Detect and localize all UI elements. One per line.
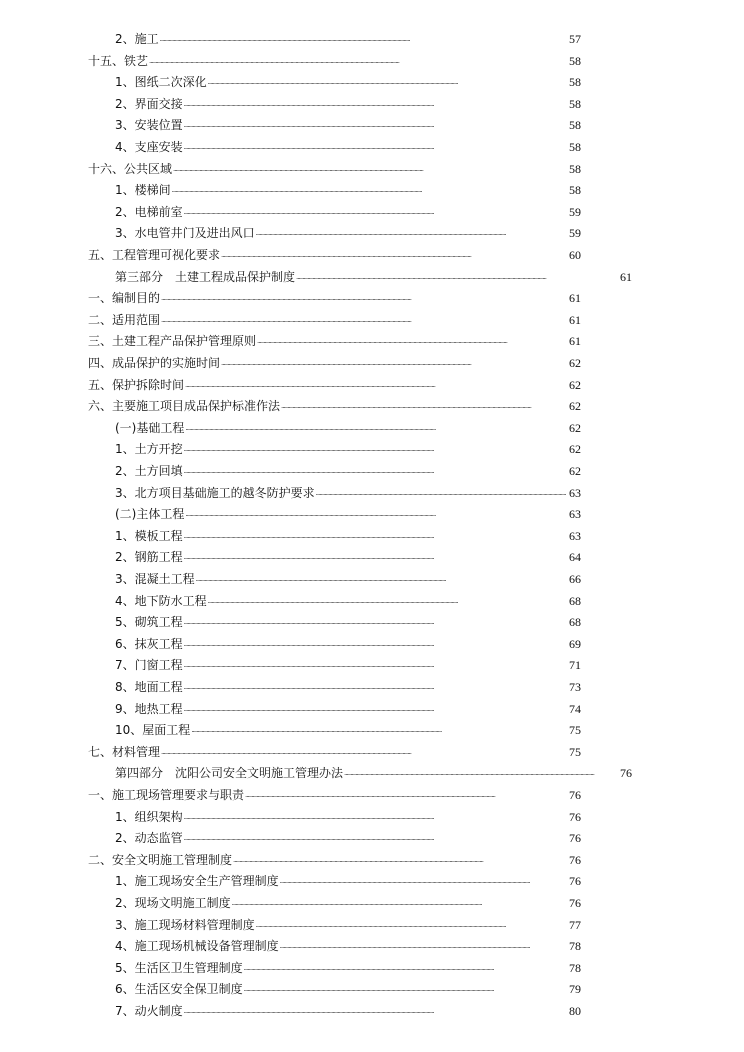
dot-leader: [184, 464, 568, 478]
toc-entry-page-number: 77: [569, 917, 581, 932]
dot-leader: [161, 745, 568, 759]
toc-entry[interactable]: [88, 393, 581, 413]
toc-entry[interactable]: [88, 350, 581, 370]
toc-entry[interactable]: [115, 890, 581, 910]
toc-entry-label: 4、支座安装: [115, 140, 183, 154]
toc-entry-label: 3、北方项目基础施工的越冬防护要求: [115, 485, 315, 500]
toc-entry-label: 第四部分 沈阳公司安全文明施工管理办法: [115, 766, 344, 781]
toc-entry-label: 1、模板工程: [115, 528, 183, 543]
toc-entry-page-number: 62: [569, 377, 581, 392]
toc-entry[interactable]: [115, 760, 632, 780]
toc-entry-page-number: 76: [569, 852, 581, 867]
toc-entry-page-number: 76: [620, 766, 632, 781]
dot-leader: [184, 658, 568, 672]
dot-leader: [184, 118, 568, 132]
dot-leader: [208, 75, 568, 89]
toc-entry[interactable]: [115, 264, 632, 284]
dot-leader: [149, 54, 568, 68]
toc-entry-page-number: 63: [569, 528, 581, 543]
dot-leader: [184, 702, 568, 716]
dot-leader: [184, 810, 568, 824]
toc-entry[interactable]: [115, 976, 581, 996]
toc-entry-page-number: 58: [569, 118, 581, 133]
dot-leader: [232, 896, 568, 910]
toc-entry-page-number: 61: [569, 291, 581, 306]
toc-entry-label: 二、适用范围: [88, 312, 161, 327]
toc-entry[interactable]: [115, 177, 581, 197]
toc-entry-label: 3、水电管井门及进出风口: [115, 226, 255, 241]
toc-entry-label: 1、土方开挖: [115, 442, 183, 457]
toc-entry-page-number: 71: [569, 658, 581, 673]
toc-entry-page-number: 76: [569, 809, 581, 824]
dot-leader: [196, 572, 568, 586]
toc-entry[interactable]: [115, 134, 581, 154]
toc-entry[interactable]: [115, 458, 581, 478]
toc-entry-page-number: 58: [569, 53, 581, 68]
toc-entry-page-number: 76: [569, 788, 581, 802]
toc-entry[interactable]: [115, 199, 581, 219]
toc-entry-label: 2、钢筋工程: [115, 550, 183, 565]
toc-entry-label: 五、工程管理可视化要求: [88, 248, 221, 262]
dot-leader: [281, 399, 568, 413]
toc-entry[interactable]: [115, 220, 581, 240]
toc-entry-page-number: 74: [569, 701, 581, 716]
dot-leader: [173, 162, 568, 176]
dot-leader: [316, 486, 568, 500]
toc-entry[interactable]: [115, 998, 581, 1018]
toc-entry-page-number: 58: [569, 96, 581, 111]
toc-entry[interactable]: [115, 544, 581, 564]
toc-entry-page-number: 76: [569, 831, 581, 846]
toc-entry-page-number: 60: [569, 248, 581, 262]
toc-entry[interactable]: [115, 912, 581, 932]
toc-entry-label: (一)基础工程: [115, 420, 185, 435]
toc-entry[interactable]: [115, 26, 581, 46]
dot-leader: [208, 594, 568, 608]
dot-leader: [184, 529, 568, 543]
dot-leader: [185, 507, 568, 521]
toc-entry[interactable]: [115, 631, 581, 651]
toc-entry-page-number: 59: [569, 226, 581, 241]
toc-entry-label: 二、安全文明施工管理制度: [88, 852, 233, 867]
dot-leader: [244, 961, 568, 975]
toc-entry-label: 4、地下防水工程: [115, 593, 207, 608]
toc-entry-page-number: 75: [569, 723, 581, 738]
toc-entry-page-number: 66: [569, 572, 581, 586]
toc-entry[interactable]: [88, 307, 581, 327]
toc-entry[interactable]: [88, 285, 581, 305]
dot-leader: [191, 723, 568, 737]
toc-entry-page-number: 64: [569, 550, 581, 565]
dot-leader: [161, 313, 568, 327]
dot-leader: [184, 442, 568, 456]
toc-entry-page-number: 80: [569, 1004, 581, 1018]
toc-entry[interactable]: [115, 609, 581, 629]
toc-entry[interactable]: [115, 523, 581, 543]
dot-leader: [296, 270, 619, 284]
toc-entry-label: 6、抹灰工程: [115, 636, 183, 651]
toc-entry-page-number: 62: [569, 399, 581, 414]
dot-leader: [233, 853, 568, 867]
toc-entry[interactable]: [115, 436, 581, 456]
dot-leader: [185, 421, 568, 435]
dot-leader: [172, 183, 568, 197]
dot-leader: [184, 615, 568, 629]
dot-leader: [256, 918, 568, 932]
toc-entry[interactable]: [88, 782, 581, 802]
toc-entry-page-number: 58: [569, 75, 581, 90]
toc-entry-label: 四、成品保护的实施时间: [88, 356, 221, 370]
toc-entry-label: 1、组织架构: [115, 809, 183, 824]
toc-entry[interactable]: [115, 480, 581, 500]
toc-entry[interactable]: [115, 112, 581, 132]
toc-entry-label: 三、土建工程产品保护管理原则: [88, 334, 257, 349]
toc-entry-page-number: 58: [569, 183, 581, 198]
toc-entry-label: 9、地热工程: [115, 701, 183, 716]
toc-entry-page-number: 69: [569, 636, 581, 651]
toc-entry[interactable]: [115, 69, 581, 89]
toc-entry[interactable]: [115, 501, 581, 521]
toc-entry-page-number: 61: [569, 334, 581, 349]
toc-entry-label: 3、混凝土工程: [115, 572, 195, 586]
toc-entry[interactable]: [115, 825, 581, 845]
toc-entry[interactable]: [88, 739, 581, 759]
toc-entry[interactable]: [88, 156, 581, 176]
dot-leader: [245, 788, 568, 802]
toc-entry-page-number: 78: [569, 939, 581, 954]
dot-leader: [161, 291, 568, 305]
toc-entry-label: 七、材料管理: [88, 744, 161, 759]
dot-leader: [244, 982, 568, 996]
toc-entry-label: 1、楼梯间: [115, 183, 171, 198]
toc-entry[interactable]: [115, 717, 581, 737]
toc-entry-page-number: 62: [569, 356, 581, 370]
toc-entry[interactable]: [115, 91, 581, 111]
toc-entry[interactable]: [115, 868, 581, 888]
dot-leader: [221, 356, 568, 370]
toc-entry[interactable]: [115, 933, 581, 953]
dot-leader: [221, 248, 568, 262]
toc-entry-page-number: 63: [569, 485, 581, 500]
toc-entry[interactable]: [115, 955, 581, 975]
toc-entry[interactable]: [115, 652, 581, 672]
toc-entry[interactable]: [88, 328, 581, 348]
toc-entry-label: 7、门窗工程: [115, 658, 183, 673]
toc-entry-page-number: 59: [569, 204, 581, 219]
dot-leader: [256, 226, 568, 240]
toc-entry-page-number: 61: [569, 312, 581, 327]
toc-entry-label: 一、编制目的: [88, 291, 161, 306]
dot-leader: [344, 766, 619, 780]
dot-leader: [257, 334, 568, 348]
toc-entry-page-number: 68: [569, 593, 581, 608]
toc-entry-label: 1、施工现场安全生产管理制度: [115, 874, 279, 889]
toc-entry-label: 2、土方回填: [115, 464, 183, 478]
toc-entry-label: 十五、铁艺: [88, 53, 149, 68]
toc-entry-label: 7、动火制度: [115, 1004, 183, 1018]
toc-entry-page-number: 57: [569, 32, 581, 46]
toc-entry-page-number: 76: [569, 874, 581, 889]
toc-entry[interactable]: [115, 588, 581, 608]
toc-entry-page-number: 79: [569, 982, 581, 997]
toc-entry-label: 2、施工: [115, 32, 159, 46]
toc-entry-label: 2、电梯前室: [115, 204, 183, 219]
toc-entry-label: 3、施工现场材料管理制度: [115, 917, 255, 932]
toc-entry[interactable]: [115, 804, 581, 824]
dot-leader: [160, 32, 568, 46]
toc-entry-label: 十六、公共区域: [88, 161, 173, 176]
toc-entry-label: 1、图纸二次深化: [115, 75, 207, 90]
toc-entry[interactable]: [115, 566, 581, 586]
toc-entry-page-number: 75: [569, 744, 581, 759]
toc-entry-label: 6、生活区安全保卫制度: [115, 982, 243, 997]
toc-entry-page-number: 78: [569, 960, 581, 975]
dot-leader: [184, 205, 568, 219]
toc-entry-label: 五、保护拆除时间: [88, 377, 185, 392]
toc-entry-page-number: 61: [620, 269, 632, 284]
toc-entry-label: 一、施工现场管理要求与职责: [88, 788, 245, 802]
toc-entry-page-number: 58: [569, 140, 581, 154]
toc-entry-label: 3、安装位置: [115, 118, 183, 133]
toc-entry-label: 六、主要施工项目成品保护标准作法: [88, 399, 281, 414]
toc-entry-label: 2、现场文明施工制度: [115, 896, 231, 910]
toc-entry-page-number: 76: [569, 896, 581, 910]
dot-leader: [184, 140, 568, 154]
toc-entry[interactable]: [115, 415, 581, 435]
toc-entry[interactable]: [88, 847, 581, 867]
toc-entry-page-number: 63: [569, 507, 581, 522]
toc-entry-label: 8、地面工程: [115, 680, 183, 694]
toc-entry-page-number: 73: [569, 680, 581, 694]
toc-entry-label: 10、屋面工程: [115, 723, 191, 738]
toc-entry[interactable]: [88, 242, 581, 262]
toc-entry-page-number: 62: [569, 464, 581, 478]
toc-entry[interactable]: [115, 696, 581, 716]
dot-leader: [184, 680, 568, 694]
toc-entry-page-number: 58: [569, 161, 581, 176]
toc-entry-label: 2、动态监管: [115, 831, 183, 846]
dot-leader: [184, 97, 568, 111]
dot-leader: [184, 1004, 568, 1018]
toc-entry[interactable]: [115, 674, 581, 694]
toc-entry-page-number: 68: [569, 615, 581, 630]
toc-entry-page-number: 62: [569, 420, 581, 435]
toc-entry-label: (二)主体工程: [115, 507, 185, 522]
dot-leader: [280, 939, 568, 953]
dot-leader: [280, 874, 568, 888]
dot-leader: [184, 637, 568, 651]
toc-entry[interactable]: [88, 372, 581, 392]
dot-leader: [185, 378, 568, 392]
toc-entry-label: 5、砌筑工程: [115, 615, 183, 630]
toc-entry-label: 5、生活区卫生管理制度: [115, 960, 243, 975]
toc-entry-label: 第三部分 土建工程成品保护制度: [115, 269, 296, 284]
toc-entry-label: 4、施工现场机械设备管理制度: [115, 939, 279, 954]
dot-leader: [184, 831, 568, 845]
dot-leader: [184, 550, 568, 564]
toc-entry-label: 2、界面交接: [115, 96, 183, 111]
toc-entry-page-number: 62: [569, 442, 581, 457]
toc-entry[interactable]: [88, 48, 581, 68]
